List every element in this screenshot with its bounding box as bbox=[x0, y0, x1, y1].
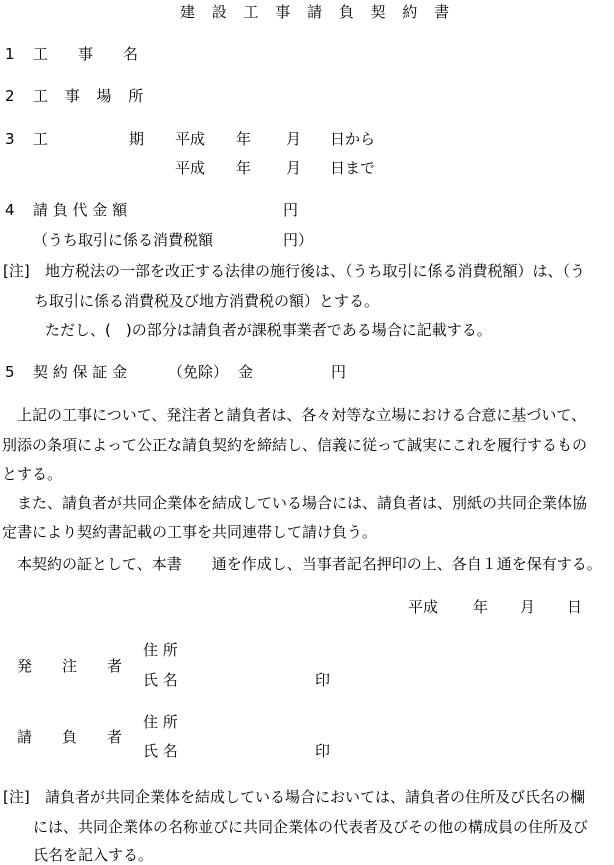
start-month: 月 bbox=[286, 130, 302, 148]
item-3-number: 3 bbox=[5, 130, 15, 148]
note-2-mark: [注] bbox=[3, 788, 30, 806]
end-year: 年 bbox=[236, 159, 252, 177]
consumption-tax-label: （うち取引に係る消費税額 bbox=[33, 231, 214, 249]
orderer-name-label: 氏 名 bbox=[143, 671, 178, 689]
end-day: 日まで bbox=[330, 159, 376, 177]
body-paragraph-2-line-2: 定書により契約書記載の工事を共同連帯して請け負う。 bbox=[2, 523, 378, 541]
end-era: 平成 bbox=[175, 159, 206, 177]
orderer-seal: 印 bbox=[315, 671, 331, 689]
item-2-label: 工 事 場 所 bbox=[33, 87, 150, 105]
item-1-number: 1 bbox=[5, 45, 15, 63]
contractor-label: 請 負 者 bbox=[17, 728, 123, 746]
contract-amount-yen: 円 bbox=[283, 201, 299, 219]
body-paragraph-1-line-2: 別添の条項によって公正な請負契約を締結し、信義に従って誠実にこれを履行するもの bbox=[2, 436, 588, 454]
body-paragraph-3-line-1: 本契約の証として、本書 通を作成し、当事者記名押印の上、各自１通を保有する。 bbox=[17, 555, 602, 573]
item-5-label: 契 約 保 証 金 bbox=[33, 363, 128, 381]
body-paragraph-2-line-1: また、請負者が共同企業体を結成している場合には、請負者は、別紙の共同企業体協 bbox=[17, 494, 588, 512]
guarantee-yen: 円 bbox=[331, 363, 347, 381]
item-3-label-b: 期 bbox=[129, 130, 145, 148]
note-1-line-3: ただし、( )の部分は請負者が課税事業者である場合に記載する。 bbox=[45, 321, 492, 339]
contractor-seal: 印 bbox=[315, 742, 331, 760]
start-era: 平成 bbox=[175, 130, 206, 148]
date-year: 年 bbox=[473, 598, 489, 616]
item-2-number: 2 bbox=[5, 87, 15, 105]
contractor-name-label: 氏 名 bbox=[143, 742, 178, 760]
start-year: 年 bbox=[236, 130, 252, 148]
note-2-line-3: 氏名を記入する。 bbox=[33, 846, 154, 864]
document-title: 建 設 工 事 請 負 契 約 書 bbox=[180, 3, 456, 21]
item-1-label: 工 事 名 bbox=[33, 45, 139, 63]
date-era: 平成 bbox=[408, 598, 439, 616]
note-2-line-2: には、共同企業体の名称並びに共同企業体の代表者及びその他の構成員の住所及び bbox=[33, 818, 589, 836]
item-5-number: 5 bbox=[5, 363, 15, 381]
guarantee-exempt: （免除） bbox=[168, 363, 229, 381]
note-1-line-1: 地方税法の一部を改正する法律の施行後は、（うち取引に係る消費税額）は、（う bbox=[45, 262, 586, 280]
orderer-address-label: 住 所 bbox=[143, 641, 178, 659]
note-1-line-2: ち取引に係る消費税及び地方消費税の額）とする。 bbox=[34, 292, 380, 310]
note-2-line-1: 請負者が共同企業体を結成している場合においては、請負者の住所及び氏名の欄 bbox=[45, 788, 586, 806]
item-3-label-a: 工 bbox=[33, 130, 49, 148]
item-4-number: 4 bbox=[5, 201, 15, 219]
item-4-label: 請 負 代 金 額 bbox=[33, 201, 128, 219]
date-day: 日 bbox=[567, 598, 583, 616]
orderer-label: 発 注 者 bbox=[17, 657, 123, 675]
consumption-tax-yen: 円） bbox=[283, 231, 314, 249]
guarantee-kin: 金 bbox=[238, 363, 254, 381]
note-1-mark: [注] bbox=[3, 262, 30, 280]
start-day: 日から bbox=[330, 130, 376, 148]
date-month: 月 bbox=[520, 598, 536, 616]
body-paragraph-1-line-3: とする。 bbox=[2, 465, 63, 483]
contractor-address-label: 住 所 bbox=[143, 713, 178, 731]
end-month: 月 bbox=[286, 159, 302, 177]
body-paragraph-1-line-1: 上記の工事について、発注者と請負者は、各々対等な立場における合意に基づいて、 bbox=[17, 406, 587, 424]
